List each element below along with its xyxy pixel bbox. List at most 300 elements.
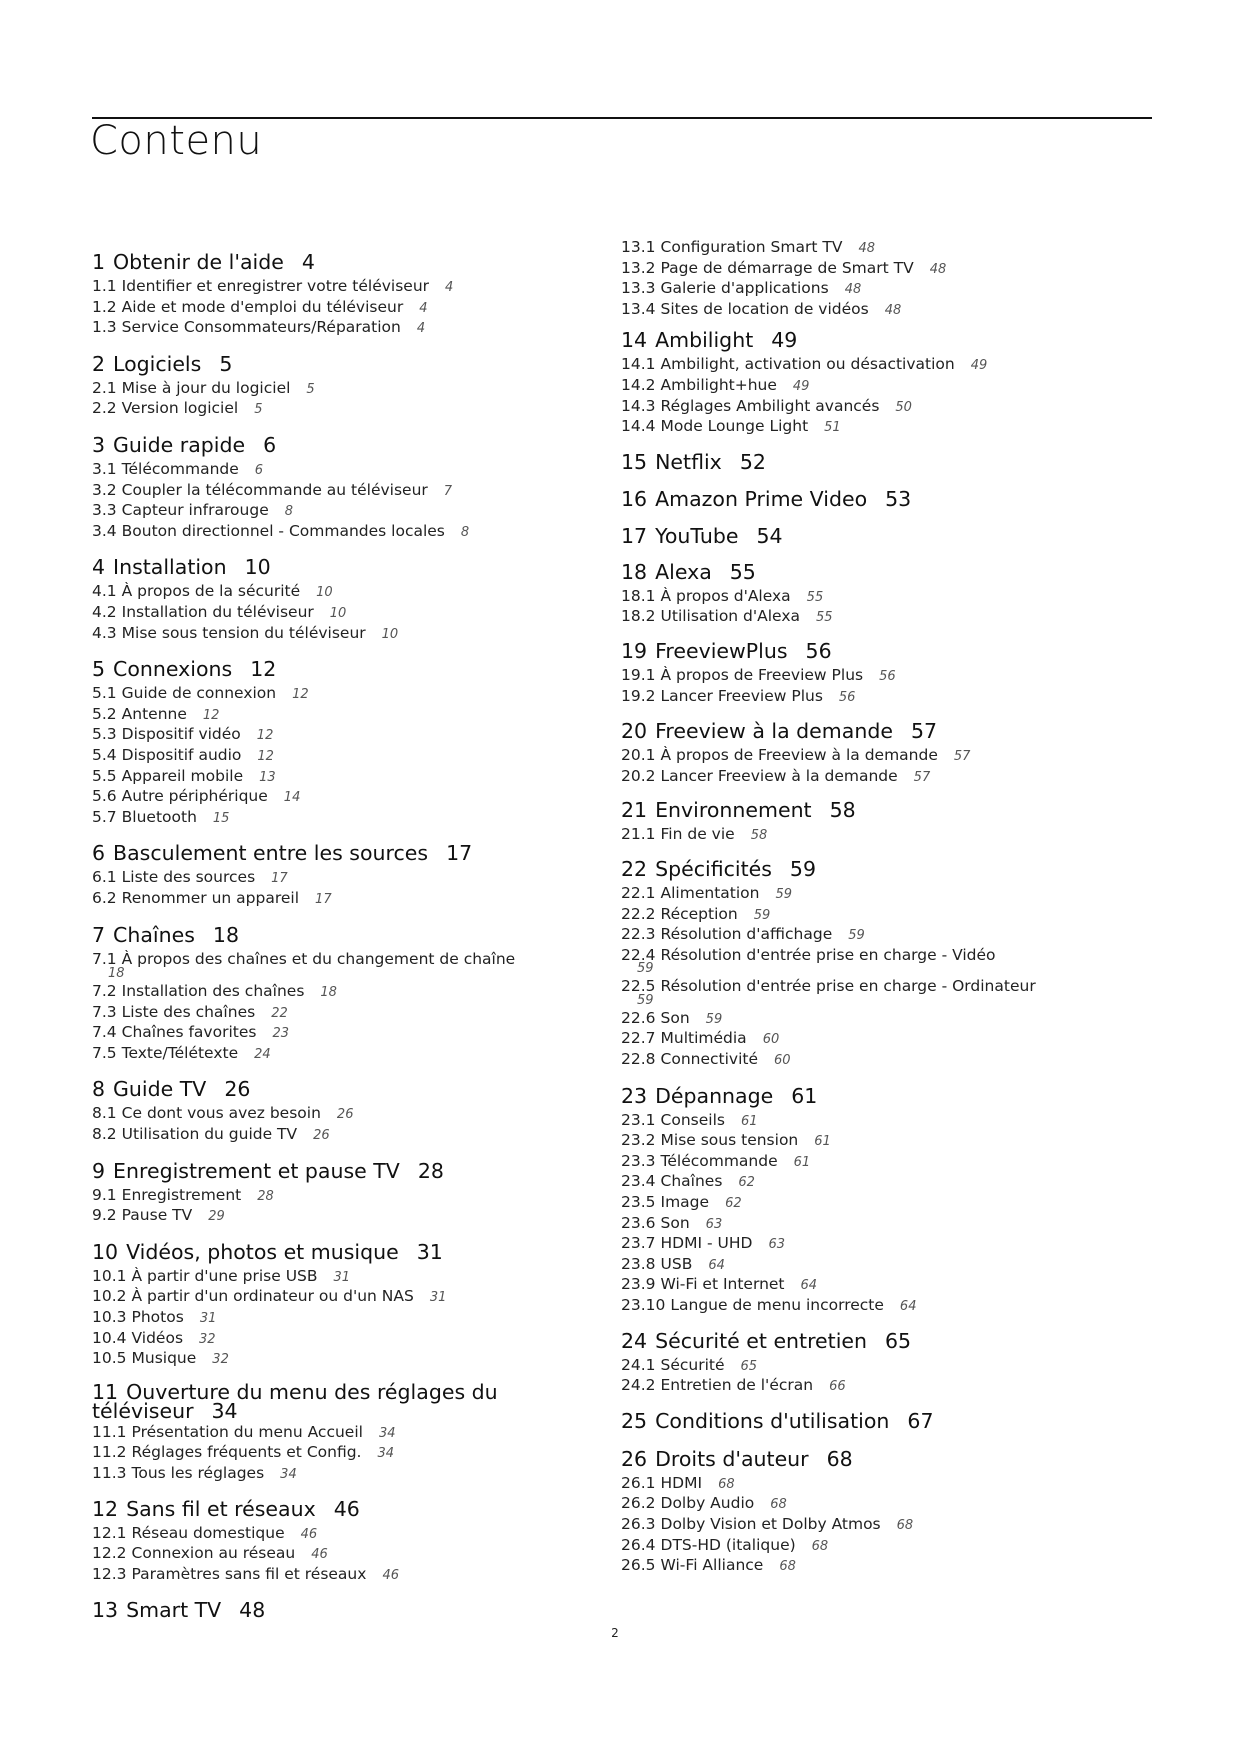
entry-title: Installation des chaînes <box>121 982 305 1001</box>
entry-title: HDMI <box>660 1473 703 1492</box>
toc-entry-link[interactable] <box>92 298 612 319</box>
chapter-number: 19 <box>621 638 648 663</box>
toc-chapter-link[interactable] <box>621 1447 1141 1472</box>
entry-page: 62 <box>738 1175 755 1191</box>
entry-page: 23 <box>272 1026 289 1042</box>
entry-title: Langue de menu incorrecte <box>670 1296 884 1314</box>
toc-chapter <box>92 841 612 909</box>
entry-title: Réseau domestique <box>131 1523 285 1542</box>
toc-entry-link[interactable] <box>621 746 1141 767</box>
entry-page: 18 <box>108 966 125 982</box>
entry-page: 28 <box>257 1188 274 1204</box>
entry-title: Ce dont vous avez besoin <box>121 1104 321 1123</box>
toc-chapter-link[interactable] <box>92 1598 612 1623</box>
toc-chapter-link[interactable] <box>621 798 1141 823</box>
entry-number: 5.6 <box>92 787 117 806</box>
toc-entry-link[interactable] <box>621 279 1141 300</box>
toc-entry-link[interactable] <box>621 1111 1141 1132</box>
entry-number: 10.1 <box>92 1266 127 1285</box>
entry-title: Son <box>660 1008 690 1027</box>
chapter-title: Dépannage <box>655 1083 774 1108</box>
entry-number: 23.10 <box>621 1296 666 1314</box>
toc-entry-link[interactable] <box>92 603 612 624</box>
entry-title: Antenne <box>121 704 187 723</box>
entry-number: 14.2 <box>621 375 656 394</box>
toc-entry-link[interactable] <box>621 607 1141 628</box>
toc-chapter <box>621 1329 1141 1397</box>
entry-number: 12.3 <box>92 1564 127 1583</box>
toc-chapter-link[interactable] <box>92 1497 612 1522</box>
entry-title: Dolby Vision et Dolby Atmos <box>660 1514 881 1533</box>
toc-entry-link[interactable] <box>92 481 612 502</box>
toc-chapter-link[interactable] <box>92 841 612 866</box>
page-title: Contenu <box>90 118 263 164</box>
toc-chapter-link[interactable] <box>92 657 612 682</box>
toc-chapter-link[interactable] <box>621 719 1141 744</box>
toc-entry-link[interactable] <box>92 624 612 645</box>
entry-title: À propos des chaînes et du changement de chaîne <box>121 950 516 969</box>
toc-chapter-link[interactable] <box>92 1159 612 1184</box>
entry-title: Connectivité <box>660 1050 759 1069</box>
entry-number: 19.2 <box>621 686 656 705</box>
entry-page: 66 <box>829 1379 846 1395</box>
toc-chapter-link[interactable] <box>621 1329 1141 1354</box>
entry-page: 46 <box>382 1567 399 1583</box>
toc-chapter <box>92 1379 612 1485</box>
toc-entry-link[interactable] <box>92 1206 612 1227</box>
entry-number: 13.2 <box>621 258 656 277</box>
entry-title: Renommer un appareil <box>121 888 300 907</box>
entry-title: Enregistrement <box>121 1185 242 1204</box>
entry-number: 23.4 <box>621 1172 656 1191</box>
entry-number: 23.5 <box>621 1193 656 1212</box>
toc-entry-link[interactable] <box>621 1255 1141 1276</box>
entry-title: Ambilight+hue <box>660 375 777 394</box>
entry-title: Pause TV <box>121 1206 193 1225</box>
toc-entry-link[interactable] <box>621 767 1141 788</box>
entry-number: 1.3 <box>92 318 117 337</box>
entry-number: 1.2 <box>92 297 117 316</box>
chapter-title: Installation <box>113 555 227 580</box>
entry-number: 10.3 <box>92 1308 127 1326</box>
entry-title: Liste des chaînes <box>121 1002 256 1021</box>
entry-page: 49 <box>970 358 988 374</box>
toc-entry-link[interactable] <box>92 318 612 339</box>
entry-number: 7.4 <box>92 1023 117 1042</box>
entry-title: DTS-HD (italique) <box>660 1535 796 1554</box>
toc-column-right <box>621 226 1141 1577</box>
entry-number: 9.2 <box>92 1206 117 1225</box>
entry-title: Sécurité <box>660 1355 725 1374</box>
entry-title: Utilisation du guide TV <box>121 1125 298 1144</box>
toc-entry-link[interactable] <box>621 397 1141 418</box>
entry-number: 13.1 <box>621 238 656 256</box>
toc-entry-link[interactable] <box>621 884 1141 905</box>
toc-entry-link[interactable] <box>92 889 612 910</box>
entry-page: 5 <box>306 381 315 397</box>
entry-title: Appareil mobile <box>121 766 244 785</box>
toc-chapter-link[interactable] <box>92 433 612 458</box>
toc-entry-link[interactable] <box>92 1267 612 1288</box>
toc-chapter <box>92 433 612 542</box>
entry-page: 31 <box>333 1269 351 1285</box>
chapter-number: 14 <box>621 328 648 353</box>
toc-entry-link[interactable] <box>621 376 1141 397</box>
entry-title: Vidéos <box>131 1328 184 1347</box>
toc-entry-link[interactable] <box>92 460 612 481</box>
entry-page: 62 <box>725 1196 742 1212</box>
entry-number: 22.4 <box>621 945 656 964</box>
toc-entry-link[interactable] <box>92 1287 612 1308</box>
entry-page: 51 <box>824 420 841 436</box>
chapter-page: 67 <box>907 1408 934 1433</box>
chapter-page: 28 <box>417 1158 444 1183</box>
toc-entry-link[interactable] <box>92 725 612 746</box>
toc-entry-link[interactable] <box>92 522 612 543</box>
chapter-title: Guide rapide <box>113 432 246 457</box>
entry-title: Son <box>660 1213 690 1232</box>
toc-entry-link[interactable] <box>621 1029 1141 1050</box>
entry-page: 18 <box>320 985 337 1001</box>
chapter-number: 16 <box>621 486 648 511</box>
entry-page: 56 <box>838 689 856 705</box>
chapter-number: 25 <box>621 1408 648 1433</box>
entry-page: 15 <box>212 810 230 826</box>
toc-entry-link[interactable] <box>92 1349 612 1370</box>
toc-entry-link[interactable] <box>621 687 1141 708</box>
entry-title: Entretien de l'écran <box>660 1376 814 1395</box>
toc-entry-link[interactable] <box>621 1050 1141 1071</box>
toc-entry-link[interactable] <box>621 1515 1141 1536</box>
entry-page: 32 <box>212 1352 229 1368</box>
toc-chapter <box>92 1598 612 1623</box>
entry-title: À partir d'un ordinateur ou d'un NAS <box>131 1287 414 1306</box>
toc-entry-link[interactable] <box>92 1023 612 1044</box>
toc-entry-link[interactable] <box>92 746 612 767</box>
toc-chapter-link[interactable] <box>621 639 1141 664</box>
entry-page: 26 <box>313 1128 330 1144</box>
toc-entry-link[interactable] <box>621 1556 1141 1577</box>
entry-title: Conseils <box>660 1110 725 1129</box>
chapter-title: Alexa <box>655 559 712 584</box>
toc-entry-link[interactable] <box>92 1125 612 1146</box>
toc-entry-link[interactable] <box>92 705 612 726</box>
entry-title: Télécommande <box>121 459 239 478</box>
toc-entry-link[interactable] <box>92 1423 612 1444</box>
toc-entry-link[interactable] <box>92 808 612 829</box>
toc-chapter-link[interactable] <box>92 352 612 377</box>
chapter-page: 53 <box>885 486 912 511</box>
chapter-page: 61 <box>791 1083 818 1108</box>
toc-entry-link[interactable] <box>621 977 1091 1007</box>
entry-number: 2.1 <box>92 378 117 397</box>
chapter-page: 31 <box>416 1239 443 1264</box>
entry-number: 23.7 <box>621 1234 656 1253</box>
toc-entry-link[interactable] <box>621 417 1141 438</box>
entry-number: 13.4 <box>621 299 656 318</box>
entry-number: 21.1 <box>621 825 656 844</box>
entry-page: 34 <box>280 1466 297 1482</box>
chapter-page: 48 <box>239 1598 266 1623</box>
toc-chapter-link[interactable] <box>621 1084 1141 1109</box>
entry-number: 20.1 <box>621 746 656 765</box>
toc-entry-link[interactable] <box>621 1131 1141 1152</box>
chapter-number: 20 <box>621 719 648 744</box>
chapter-number: 21 <box>621 798 648 823</box>
entry-title: Chaînes <box>660 1172 723 1191</box>
entry-page: 48 <box>884 302 902 318</box>
toc-entry-link[interactable] <box>621 905 1141 926</box>
entry-page: 68 <box>779 1559 796 1575</box>
entry-page: 8 <box>284 504 294 520</box>
entry-title: Présentation du menu Accueil <box>131 1422 363 1441</box>
entry-page: 59 <box>775 886 793 902</box>
entry-page: 68 <box>770 1497 787 1513</box>
toc-entry-link[interactable] <box>92 982 612 1003</box>
entry-title: Liste des sources <box>121 868 256 887</box>
toc-entry-link[interactable] <box>92 379 612 400</box>
entry-number: 5.1 <box>92 684 117 703</box>
toc-chapter-link[interactable] <box>92 555 612 580</box>
entry-number: 6.2 <box>92 888 117 907</box>
entry-page: 26 <box>336 1107 354 1123</box>
entry-title: USB <box>660 1254 693 1273</box>
chapter-page: 34 <box>211 1398 238 1423</box>
entry-number: 24.2 <box>621 1376 656 1395</box>
entry-number: 11.1 <box>92 1422 127 1441</box>
entry-number: 6.1 <box>92 868 117 887</box>
entry-page: 68 <box>718 1476 735 1492</box>
toc-entry-link[interactable] <box>621 1494 1141 1515</box>
toc-entry-link[interactable] <box>621 1152 1141 1173</box>
toc-chapter <box>92 1240 612 1370</box>
entry-title: Résolution d'entrée prise en charge - Ordinateur <box>660 977 1036 996</box>
entry-page: 34 <box>378 1425 396 1441</box>
entry-title: Guide de connexion <box>121 684 277 703</box>
toc-entry-link[interactable] <box>92 501 612 522</box>
toc-entry-link[interactable] <box>92 1003 612 1024</box>
toc-entry-link[interactable] <box>621 1356 1141 1377</box>
entry-number: 22.1 <box>621 883 656 902</box>
entry-page: 8 <box>460 524 470 540</box>
toc-chapter <box>92 352 612 420</box>
chapter-title: Environnement <box>655 798 812 823</box>
toc-entry-link[interactable] <box>92 1443 612 1464</box>
toc-entry-link[interactable] <box>621 1296 1141 1317</box>
entry-page: 63 <box>768 1237 785 1253</box>
entry-title: Dolby Audio <box>660 1494 755 1513</box>
entry-page: 31 <box>199 1311 217 1326</box>
toc-entry-link[interactable] <box>621 1234 1141 1255</box>
chapter-page: 6 <box>263 432 277 457</box>
entry-number: 7.5 <box>92 1043 117 1062</box>
toc-entry-link[interactable] <box>92 1544 612 1565</box>
toc-chapter-link[interactable] <box>92 923 612 948</box>
entry-page: 12 <box>256 728 274 744</box>
entry-title: Mise sous tension du téléviseur <box>121 623 366 642</box>
chapter-title: Connexions <box>113 657 233 682</box>
toc-chapter <box>92 657 612 828</box>
toc-chapter-link[interactable] <box>92 1240 612 1265</box>
entry-number: 23.3 <box>621 1151 656 1170</box>
entry-page: 49 <box>792 378 810 394</box>
toc-chapter <box>92 250 612 339</box>
entry-number: 10.2 <box>92 1287 127 1306</box>
toc-entry-link[interactable] <box>621 1009 1141 1030</box>
toc-entry-link[interactable] <box>621 925 1141 946</box>
toc-chapter <box>621 1084 1141 1317</box>
entry-title: Dispositif audio <box>121 745 242 764</box>
entry-number: 5.3 <box>92 725 117 744</box>
toc-entry-link[interactable] <box>621 300 1141 321</box>
toc-entry-link[interactable] <box>621 1474 1141 1495</box>
entry-page: 55 <box>806 589 824 605</box>
toc-entry-link[interactable] <box>621 946 1091 976</box>
toc-entry-link[interactable] <box>92 767 612 788</box>
entry-title: Dispositif vidéo <box>121 725 241 744</box>
entry-number: 4.2 <box>92 602 117 621</box>
toc-entry-link[interactable] <box>621 259 1141 280</box>
entry-number: 14.4 <box>621 417 656 436</box>
toc-entry-link[interactable] <box>92 1464 612 1485</box>
toc-entry-link[interactable] <box>92 787 612 808</box>
entry-title: Sites de location de vidéos <box>660 299 869 318</box>
toc-chapter <box>92 1497 612 1586</box>
toc-entry-link[interactable] <box>92 582 612 603</box>
chapter-number: 12 <box>92 1496 119 1521</box>
entry-number: 5.7 <box>92 807 117 826</box>
chapter-number: 11 <box>92 1379 119 1404</box>
toc-chapter-link[interactable] <box>621 857 1141 882</box>
entry-page: 48 <box>858 241 875 256</box>
entry-page: 61 <box>793 1154 811 1170</box>
toc-chapter-link[interactable] <box>92 1077 612 1102</box>
toc-entry-link[interactable] <box>621 1214 1141 1235</box>
entry-number: 8.2 <box>92 1125 117 1144</box>
toc-entry-link[interactable] <box>621 1193 1141 1214</box>
chapter-page: 17 <box>446 841 473 866</box>
toc-entry-link[interactable] <box>92 399 612 420</box>
toc-entry-link[interactable] <box>621 1536 1141 1557</box>
entry-title: Mise à jour du logiciel <box>121 378 291 397</box>
toc-entry-link[interactable] <box>621 825 1141 846</box>
chapter-title: Guide TV <box>113 1077 207 1102</box>
toc-chapter-link[interactable] <box>92 250 612 275</box>
entry-title: Identifier et enregistrer votre téléviseur <box>121 277 430 295</box>
entry-title: Réglages Ambilight avancés <box>660 396 880 415</box>
chapter-title: FreeviewPlus <box>655 638 788 663</box>
toc-chapter-link[interactable] <box>621 524 1141 549</box>
entry-number: 26.3 <box>621 1514 656 1533</box>
chapter-title: Sans fil et réseaux <box>126 1496 316 1521</box>
toc-chapter <box>92 1159 612 1227</box>
toc-entry-link[interactable] <box>92 1565 612 1586</box>
toc-chapter <box>621 450 1141 475</box>
toc-chapter-link[interactable] <box>92 1379 522 1423</box>
entry-number: 22.5 <box>621 977 656 996</box>
toc-entry-link[interactable] <box>621 666 1141 687</box>
toc-entry-link[interactable] <box>92 1044 612 1065</box>
entry-number: 14.3 <box>621 396 656 415</box>
toc-entry-link[interactable] <box>92 950 562 980</box>
entry-title: Fin de vie <box>660 825 735 844</box>
entry-page: 59 <box>637 961 654 977</box>
chapter-number: 1 <box>92 250 106 274</box>
chapter-number: 7 <box>92 923 106 948</box>
toc-chapter-link[interactable] <box>621 487 1141 512</box>
entry-title: Bluetooth <box>121 807 197 826</box>
toc-entry-link[interactable] <box>92 1104 612 1125</box>
chapter-title: Vidéos, photos et musique <box>126 1239 399 1264</box>
toc-chapter-link[interactable] <box>621 560 1141 585</box>
chapter-title: YouTube <box>655 523 739 548</box>
entry-page: 46 <box>311 1547 328 1563</box>
entry-title: Wi-Fi Alliance <box>660 1556 764 1575</box>
toc-entry-link[interactable] <box>621 1172 1141 1193</box>
toc-entry-link[interactable] <box>92 868 612 889</box>
toc-entry-link[interactable] <box>92 1524 612 1545</box>
chapter-page: 46 <box>333 1496 360 1521</box>
entry-title: Installation du téléviseur <box>121 602 314 621</box>
toc-entry-link[interactable] <box>621 587 1141 608</box>
toc-entry-link[interactable] <box>621 238 1141 259</box>
toc-entry-link[interactable] <box>92 684 612 705</box>
entry-title: Télécommande <box>660 1151 778 1170</box>
entry-number: 4.1 <box>92 582 117 601</box>
entry-number: 22.2 <box>621 904 656 923</box>
chapter-title: Ouverture du menu des réglages du téléviseur <box>92 1379 498 1423</box>
entry-title: Chaînes favorites <box>121 1023 257 1042</box>
toc-chapter <box>92 923 612 1064</box>
entry-number: 5.4 <box>92 745 117 764</box>
entry-title: Aide et mode d'emploi du téléviseur <box>121 297 404 316</box>
toc-entry-link[interactable] <box>621 1275 1141 1296</box>
entry-number: 9.1 <box>92 1185 117 1204</box>
toc-chapter-link[interactable] <box>621 328 1141 353</box>
entry-title: À partir d'une prise USB <box>131 1266 318 1285</box>
entry-number: 23.9 <box>621 1275 656 1294</box>
toc-entry-link[interactable] <box>621 355 1141 376</box>
entry-number: 22.6 <box>621 1008 656 1027</box>
toc-entry-link[interactable] <box>92 1186 612 1207</box>
entry-number: 23.8 <box>621 1254 656 1273</box>
toc-entry-link[interactable] <box>92 277 612 298</box>
entry-page: 10 <box>316 585 333 601</box>
chapter-title: Basculement entre les sources <box>113 841 429 866</box>
toc-chapter-link[interactable] <box>621 450 1141 475</box>
toc-chapter-link[interactable] <box>621 1409 1141 1434</box>
chapter-number: 26 <box>621 1446 648 1471</box>
entry-number: 3.2 <box>92 480 117 499</box>
entry-title: Réception <box>660 904 738 923</box>
entry-title: Wi-Fi et Internet <box>660 1275 785 1294</box>
toc-entry-link[interactable] <box>621 1376 1141 1397</box>
chapter-number: 22 <box>621 856 648 881</box>
chapter-number: 2 <box>92 351 106 376</box>
toc-entry-link[interactable] <box>92 1329 612 1350</box>
chapter-number: 17 <box>621 523 648 548</box>
chapter-title: Droits d'auteur <box>655 1446 809 1471</box>
entry-number: 5.2 <box>92 704 117 723</box>
entry-number: 12.2 <box>92 1544 127 1563</box>
toc-entry-link[interactable] <box>92 1308 612 1329</box>
chapter-number: 24 <box>621 1328 648 1353</box>
entry-number: 3.1 <box>92 459 117 478</box>
entry-title: Réglages fréquents et Config. <box>131 1443 362 1462</box>
entry-page: 12 <box>292 687 309 703</box>
entry-number: 3.4 <box>92 521 117 540</box>
entry-page: 31 <box>429 1290 447 1306</box>
